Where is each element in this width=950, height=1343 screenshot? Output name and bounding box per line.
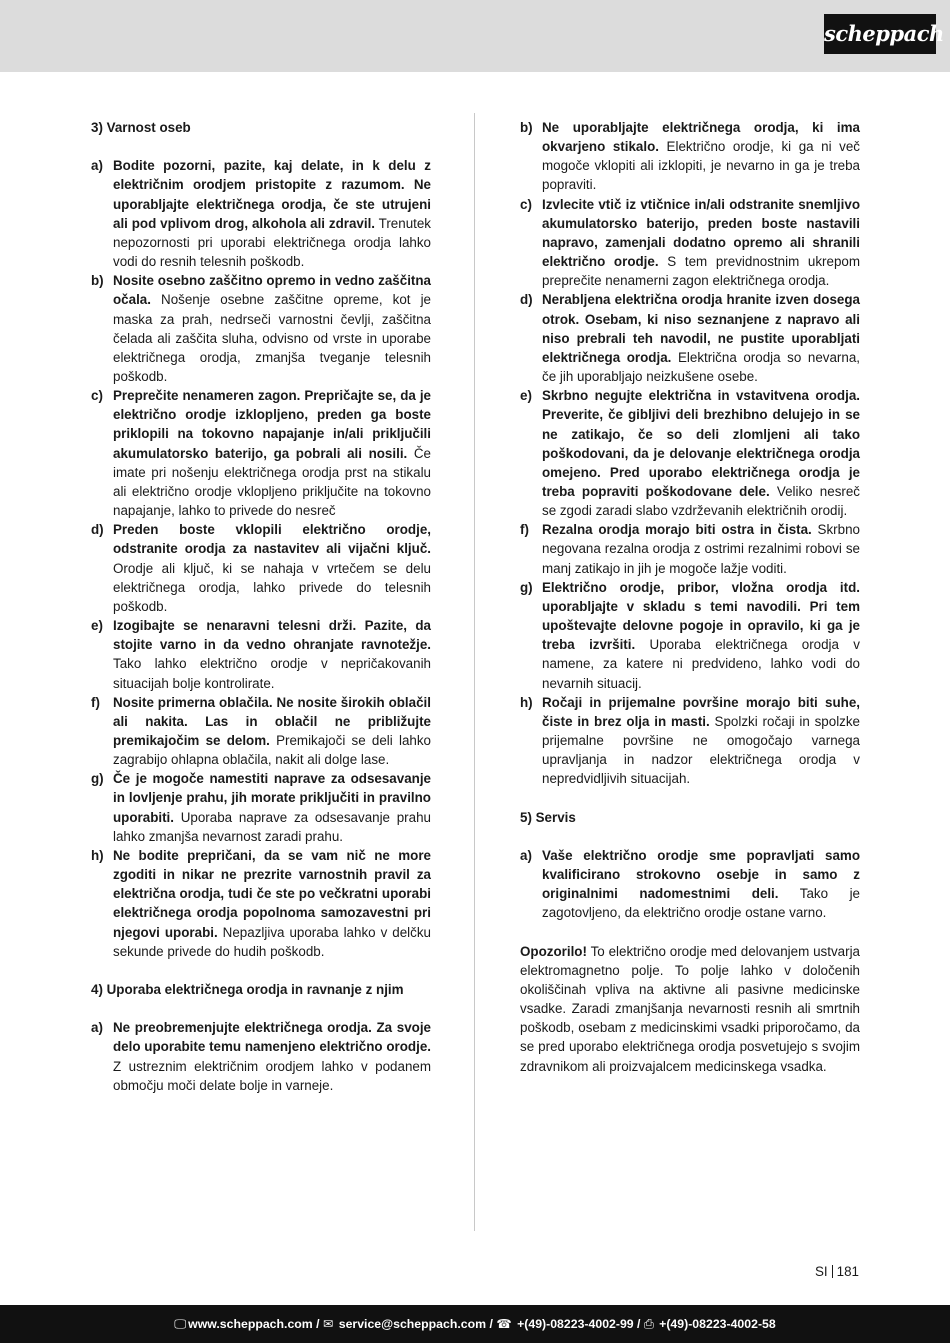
- phone-icon: ☎: [496, 1317, 512, 1331]
- item-normal-text: Tako je zagotovljeno, da električno orodje ostane varno.: [542, 886, 861, 921]
- footer-phone: +(49)-08223-4002-99: [517, 1317, 634, 1331]
- item-label: a): [91, 1020, 103, 1036]
- item-normal-text: Spolzki ročaji in spolzke prijemalne površine ne omogočajo varnega upravljanja in nadzor električnega orodja v nepredvidljivih situacijah.: [542, 713, 861, 787]
- item-text: [113, 386, 431, 520]
- item-bold-text: Bodite pozorni, pazite, kaj delate, in k delu z električnim orodjem pristopite z razumom. Ne uporabljajte električnega orodja, če ste utrujeni ali pod vplivom drog, alkohola ali zdravil.: [113, 158, 431, 231]
- list-item: [91, 769, 431, 846]
- footer-sep: /: [633, 1317, 644, 1331]
- list-item: [520, 520, 860, 577]
- section-4-title: 4) Uporaba električnega orodja in ravnanje z njim: [91, 981, 404, 997]
- item-normal-text: Električno orodje, ki ga ni več mogoče vklopiti ali izklopiti, je nevarno in ga je treba popraviti.: [542, 139, 860, 193]
- item-text: [113, 1018, 431, 1095]
- item-normal-text: Nošenje osebne zaščitne opreme, kot je maska za prah, nedrseči varnostni čevlji, zaščitna čelada ali zaščita sluha, odvisno od vrste in uporabe električnega orodja, zmanjša tveganje telesnih poškodb.: [113, 292, 431, 384]
- item-normal-text: S tem previdnostnim ukrepom preprečite nenamerni zagon električnega orodja.: [542, 254, 860, 289]
- section-5-list: [520, 846, 860, 923]
- item-normal-text: Premikajoči se deli lahko zagrabijo ohlapna oblačila, nakit ali dolge lase.: [113, 732, 431, 768]
- item-label: d): [520, 292, 533, 308]
- item-label: a): [91, 158, 103, 174]
- list-item: [520, 578, 860, 693]
- item-label: e): [520, 388, 532, 404]
- item-label: g): [91, 771, 104, 787]
- fax-icon: ⎙: [643, 1317, 654, 1331]
- list-item: [520, 195, 860, 291]
- list-item: [91, 386, 431, 520]
- item-bold-text: Rezalna orodja morajo biti ostra in čista.: [542, 522, 812, 538]
- item-text: [542, 386, 860, 520]
- footer-bar: [0, 1305, 950, 1343]
- item-text: [542, 195, 860, 291]
- list-item: [91, 1018, 431, 1095]
- item-label: d): [91, 522, 104, 538]
- warning-text: To električno orodje med delovanjem ustvarja elektromagnetno polje. To polje lahko v določenih okoliščinah vpliva na aktivne ali pasivne medicinske vsadke. Zaradi zmanjšanja nevarnosti resnih ali smrtnih poškodb, osebam z medicinskimi vsadki priporočamo, da se pred uporabo električnega orodja posvetujejo s svojim zdravnikom ali proizvajalcem medicinskega vsadka.: [520, 943, 860, 1074]
- item-label: c): [91, 388, 103, 404]
- item-text: [113, 616, 431, 693]
- item-text: [113, 271, 431, 386]
- item-bold-text: Ne bodite prepričani, da se vam nič ne more zgoditi in nikar ne prezrite varnostnih pravil za električna orodja, tudi če ste po večkratni uporabi električnega orodja popolnoma samozavestni pri njegovi uporabi.: [113, 847, 431, 940]
- item-bold-text: Preden boste vklopili električno orodje, odstranite orodja za nastavitev ali vijačni ključ.: [113, 522, 431, 557]
- list-item: [520, 290, 860, 386]
- item-label: e): [91, 618, 103, 634]
- scheppach-logo: scheppach: [824, 14, 936, 54]
- section-3-title: 3) Varnost oseb: [91, 120, 191, 135]
- list-item: [520, 693, 860, 789]
- section-4-list-continued: [520, 118, 860, 788]
- item-bold-text: Preprečite nenameren zagon. Prepričajte se, da je električno orodje izklopljeno, preden ga boste priklopili na tokovno napajanje in/ali priključili akumulatorsko baterijo, ga pobrali ali nosili.: [113, 388, 431, 461]
- item-bold-text: Izogibajte se nenaravni telesni drži. Pazite, da stojite varno in da vedno ohranjate ravnotežje.: [113, 618, 431, 653]
- list-item: [91, 616, 431, 693]
- item-text: [113, 520, 431, 616]
- item-label: h): [91, 847, 104, 863]
- item-text: [542, 118, 860, 195]
- item-text: [113, 769, 431, 846]
- item-normal-text: Skrbno negovana rezalna orodja z ostrimi rezalnimi robovi se manj zatikajo in jih je mogoče lažje voditi.: [542, 522, 860, 576]
- item-text: [113, 156, 431, 271]
- list-item: [91, 271, 431, 386]
- item-text: [542, 846, 860, 923]
- item-label: a): [520, 847, 532, 863]
- item-bold-text: Ročaji in prijemalne površine morajo biti suhe, čiste in brez olja in masti.: [542, 694, 860, 729]
- list-item: [520, 118, 860, 195]
- item-bold-text: Električno orodje, pribor, vložna orodja itd. uporabljajte v skladu s temi navodili. Pri tem upoštevajte delovne pogoje in opravilo, ki ga je treba izvršiti.: [542, 579, 860, 653]
- item-normal-text: Trenutek nepozornosti pri uporabi električnega orodja lahko vodi do resnih telesnih poškodb.: [113, 215, 431, 270]
- footer-sep: /: [486, 1317, 497, 1331]
- item-bold-text: Nerabljena električna orodja hranite izven dosega otrok. Osebam, ki niso seznanjene z napravo ali niso prebrali teh navodil, ne pustite uporabljati električnega orodja.: [542, 292, 860, 365]
- item-label: f): [520, 522, 529, 538]
- item-label: b): [91, 273, 104, 289]
- list-item: [91, 520, 431, 616]
- list-item: [91, 846, 431, 961]
- item-label: h): [520, 694, 533, 710]
- section-5-title: 5) Servis: [520, 809, 576, 825]
- item-text: [542, 693, 860, 789]
- item-bold-text: Nosite osebno zaščitno opremo in vedno zaščitna očala.: [113, 273, 431, 308]
- left-column: [91, 118, 431, 1095]
- item-label: g): [520, 579, 533, 595]
- item-bold-text: Izvlecite vtič iz vtičnice in/ali odstranite snemljivo akumulatorsko baterijo, preden boste nastavili napravo, zamenjali dodatno opremo ali shranili električno orodje.: [542, 196, 860, 270]
- item-label: c): [520, 196, 532, 212]
- item-normal-text: Če imate pri nošenju električnega orodja prst na stikalu ali električno orodje vklopljeno priključite na tokovno napajanje, lahko to privede do nesreč: [113, 445, 431, 519]
- item-text: [542, 290, 860, 386]
- item-label: f): [91, 694, 100, 710]
- footer-sep: /: [312, 1317, 323, 1331]
- warning-paragraph: [520, 942, 860, 1076]
- item-normal-text: Uporaba naprave za odsesavanje prahu lahko zmanjša nevarnost zaradi prahu.: [113, 809, 431, 844]
- item-normal-text: Tako lahko električno orodje v nepričakovanih situacijah bolje kontrolirate.: [113, 656, 431, 691]
- item-text: [542, 578, 860, 693]
- item-normal-text: Z ustreznim električnim orodjem lahko v podanem območju moči delate bolje in varneje.: [113, 1058, 431, 1093]
- header-band: [0, 0, 950, 72]
- mail-icon: ✉: [323, 1317, 334, 1331]
- page-number: [815, 1264, 859, 1279]
- item-label: b): [520, 120, 533, 135]
- warning-label: Opozorilo!: [520, 943, 587, 959]
- item-bold-text: Ne preobremenjujte električnega orodja. Za svoje delo uporabite temu namenjeno električno orodje.: [113, 1020, 431, 1055]
- page-number-value: 181: [836, 1264, 859, 1279]
- item-normal-text: Veliko nesreč se zgodi zaradi slabo vzdrževanih električnih orodij.: [542, 483, 860, 519]
- list-item: [520, 386, 860, 520]
- item-bold-text: Nosite primerna oblačila. Ne nosite širokih oblačil ali nakita. Las in oblačil ne približujte premikajočim se delom.: [113, 694, 431, 748]
- page-lang: SI: [815, 1264, 828, 1279]
- list-item: [91, 693, 431, 770]
- item-bold-text: Skrbno negujte električna in vstavitvena orodja. Preverite, če gibljivi deli brezhibno delujejo in se ne zatikajo, če so deli zlomljeni ali tako poškodovani, da je delovanje električnega orodja omejeno. Pred uporabo električnega orodja je treba popraviti poškodovane dele.: [542, 388, 860, 499]
- item-normal-text: Nepazljiva uporaba lahko v delčku sekunde privede do hudih poškodb.: [113, 924, 431, 959]
- item-normal-text: Uporaba električnega orodja v namene, za katere ni predvideno, lahko vodi do nevarnih situacij.: [542, 637, 861, 691]
- item-text: [113, 693, 431, 770]
- item-normal-text: Orodje ali ključ, ki se nahaja v vrtečem se delu električnega orodja, lahko privede do telesnih poškodb.: [113, 560, 431, 614]
- item-text: [113, 846, 431, 961]
- computer-icon: 🖵: [174, 1317, 187, 1331]
- item-normal-text: Električna orodja so nevarna, če jih uporabljajo neizkušene osebe.: [542, 349, 861, 385]
- list-item: [520, 846, 860, 923]
- list-item: [91, 156, 431, 271]
- section-4-list: [91, 1018, 431, 1095]
- item-text: [542, 520, 860, 577]
- footer-email[interactable]: service@scheppach.com: [338, 1317, 487, 1331]
- column-divider: [474, 113, 475, 1231]
- item-bold-text: Ne uporabljajte električnega orodja, ki ima okvarjeno stikalo.: [542, 120, 860, 155]
- item-bold-text: Vaše električno orodje sme popravljati samo kvalificirano strokovno osebje in samo z originalnimi nadomestnimi deli.: [542, 847, 860, 902]
- right-column: [520, 118, 860, 1076]
- footer-fax: +(49)-08223-4002-58: [659, 1317, 776, 1331]
- item-bold-text: Če je mogoče namestiti naprave za odsesavanje in lovljenje prahu, jih morate priključiti in pravilno uporabiti.: [113, 771, 431, 825]
- footer-web[interactable]: www.scheppach.com: [188, 1317, 313, 1331]
- section-3-list: [91, 156, 431, 961]
